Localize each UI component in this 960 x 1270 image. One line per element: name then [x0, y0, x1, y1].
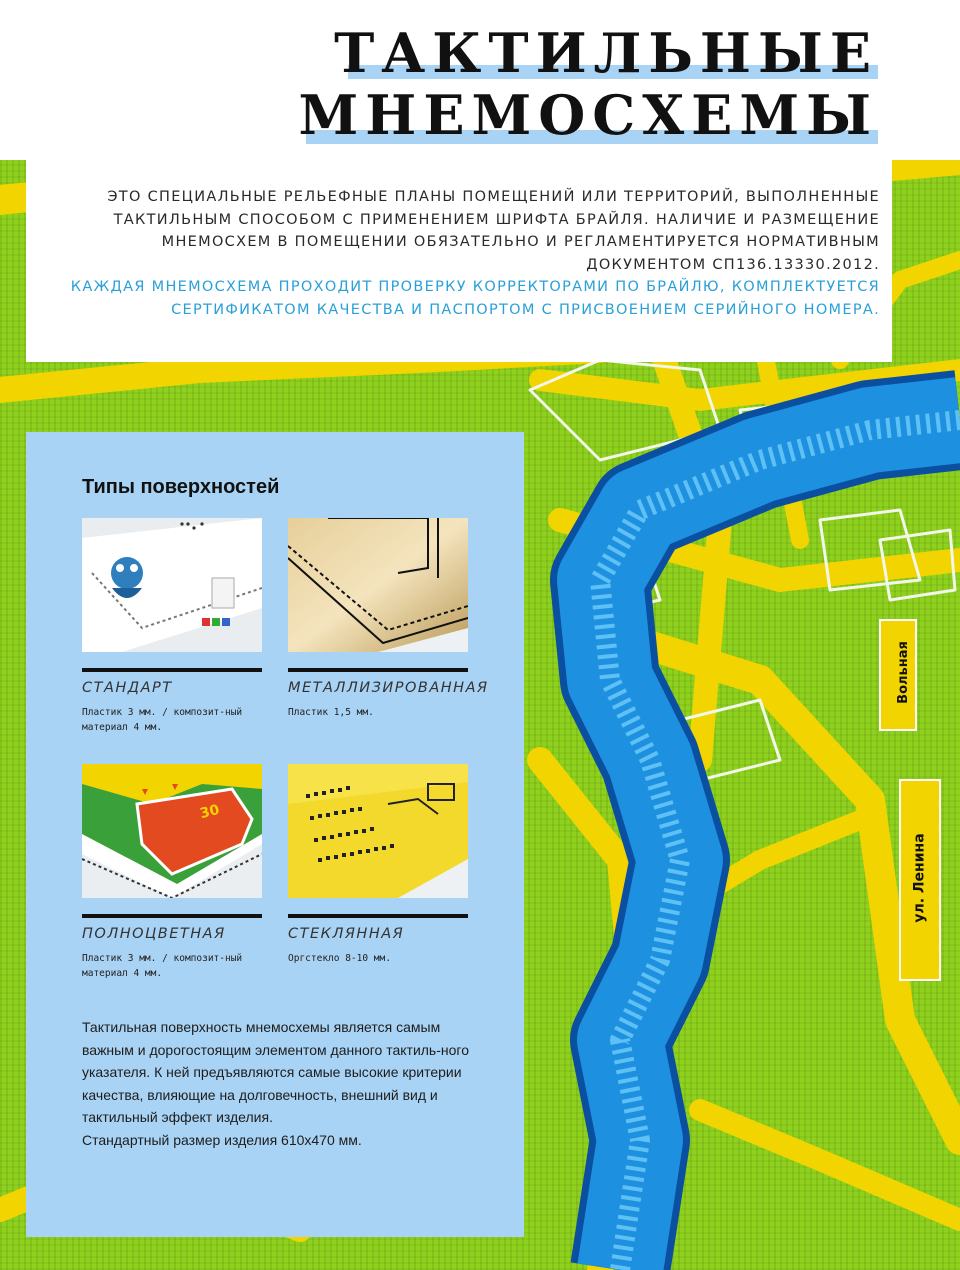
title-line-1: ТАКТИЛЬНЫЕ [334, 21, 878, 85]
panel-heading: Типы поверхностей [82, 476, 280, 498]
surface-name: МЕТАЛЛИЗИРОВАННАЯ [288, 680, 489, 696]
glass-sample-image [288, 764, 468, 898]
description-paragraph: Тактильная поверхность мнемосхемы является самым важным и дорогостоящим элементом данного тактиль-ного указателя. К ней предъявляются самые высокие критерии качества, влияющие на долговечность, внешний вид и тактильный эффект изделия. [82, 1019, 469, 1125]
surface-desc: Пластик 3 мм. / композит-ный материал 4 мм. [82, 953, 243, 979]
panel-description [82, 1016, 482, 1151]
intro-highlight-text: КАЖДАЯ МНЕМОСХЕМА ПРОХОДИТ ПРОВЕРКУ КОРРЕКТОРАМИ ПО БРАЙЛЮ, КОМПЛЕКТУЕТСЯ СЕРТИФИКАТОМ КАЧЕСТВА И ПАСПОРТОМ С ПРИСВОЕНИЕМ СЕРИЙНОГО НОМЕРА. [70, 279, 880, 318]
surface-card-glass [288, 764, 468, 964]
surface-card-fullcolor [82, 764, 262, 979]
metallized-sample-image [288, 518, 468, 652]
fullcolor-sample-image [82, 764, 262, 898]
title-line-2: МНЕМОСХЕМЫ [298, 83, 878, 147]
surface-desc: Пластик 3 мм. / композит-ный материал 4 мм. [82, 707, 243, 733]
page-title [298, 21, 878, 147]
surface-types-panel [26, 432, 524, 1237]
surface-desc: Оргстекло 8-10 мм. [288, 953, 391, 964]
surface-name: СТАНДАРТ [82, 680, 173, 696]
surface-desc: Пластик 1,5 мм. [288, 707, 374, 718]
surface-name: СТЕКЛЯННАЯ [288, 926, 405, 942]
surface-card-metallized [288, 518, 489, 718]
intro-box [26, 160, 892, 362]
intro-text: ЭТО СПЕЦИАЛЬНЫЕ РЕЛЬЕФНЫЕ ПЛАНЫ ПОМЕЩЕНИЙ ИЛИ ТЕРРИТОРИЙ, ВЫПОЛНЕННЫЕ ТАКТИЛЬНЫМ СПОСОБОМ С ПРИМЕНЕНИЕМ ШРИФТА БРАЙЛЯ. НАЛИЧИЕ И РАЗМЕЩЕНИЕ МНЕМОСХЕМ В ПОМЕЩЕНИИ ОБЯЗАТЕЛЬНО И РЕГЛАМЕНТИРУЕТСЯ НОРМАТИВНЫМ ДОКУМЕНТОМ СП136.13330.2012. [107, 189, 880, 273]
map-street-label: ул. Ленина [911, 833, 928, 923]
map-street-label: Вольная [895, 641, 911, 704]
standard-sample-image [82, 518, 262, 652]
room-number-badge: 30 [198, 801, 222, 823]
standard-size-note: Стандартный размер изделия 610х470 мм. [82, 1131, 362, 1148]
surface-card-standard [82, 518, 262, 733]
surface-name: ПОЛНОЦВЕТНАЯ [82, 926, 226, 942]
